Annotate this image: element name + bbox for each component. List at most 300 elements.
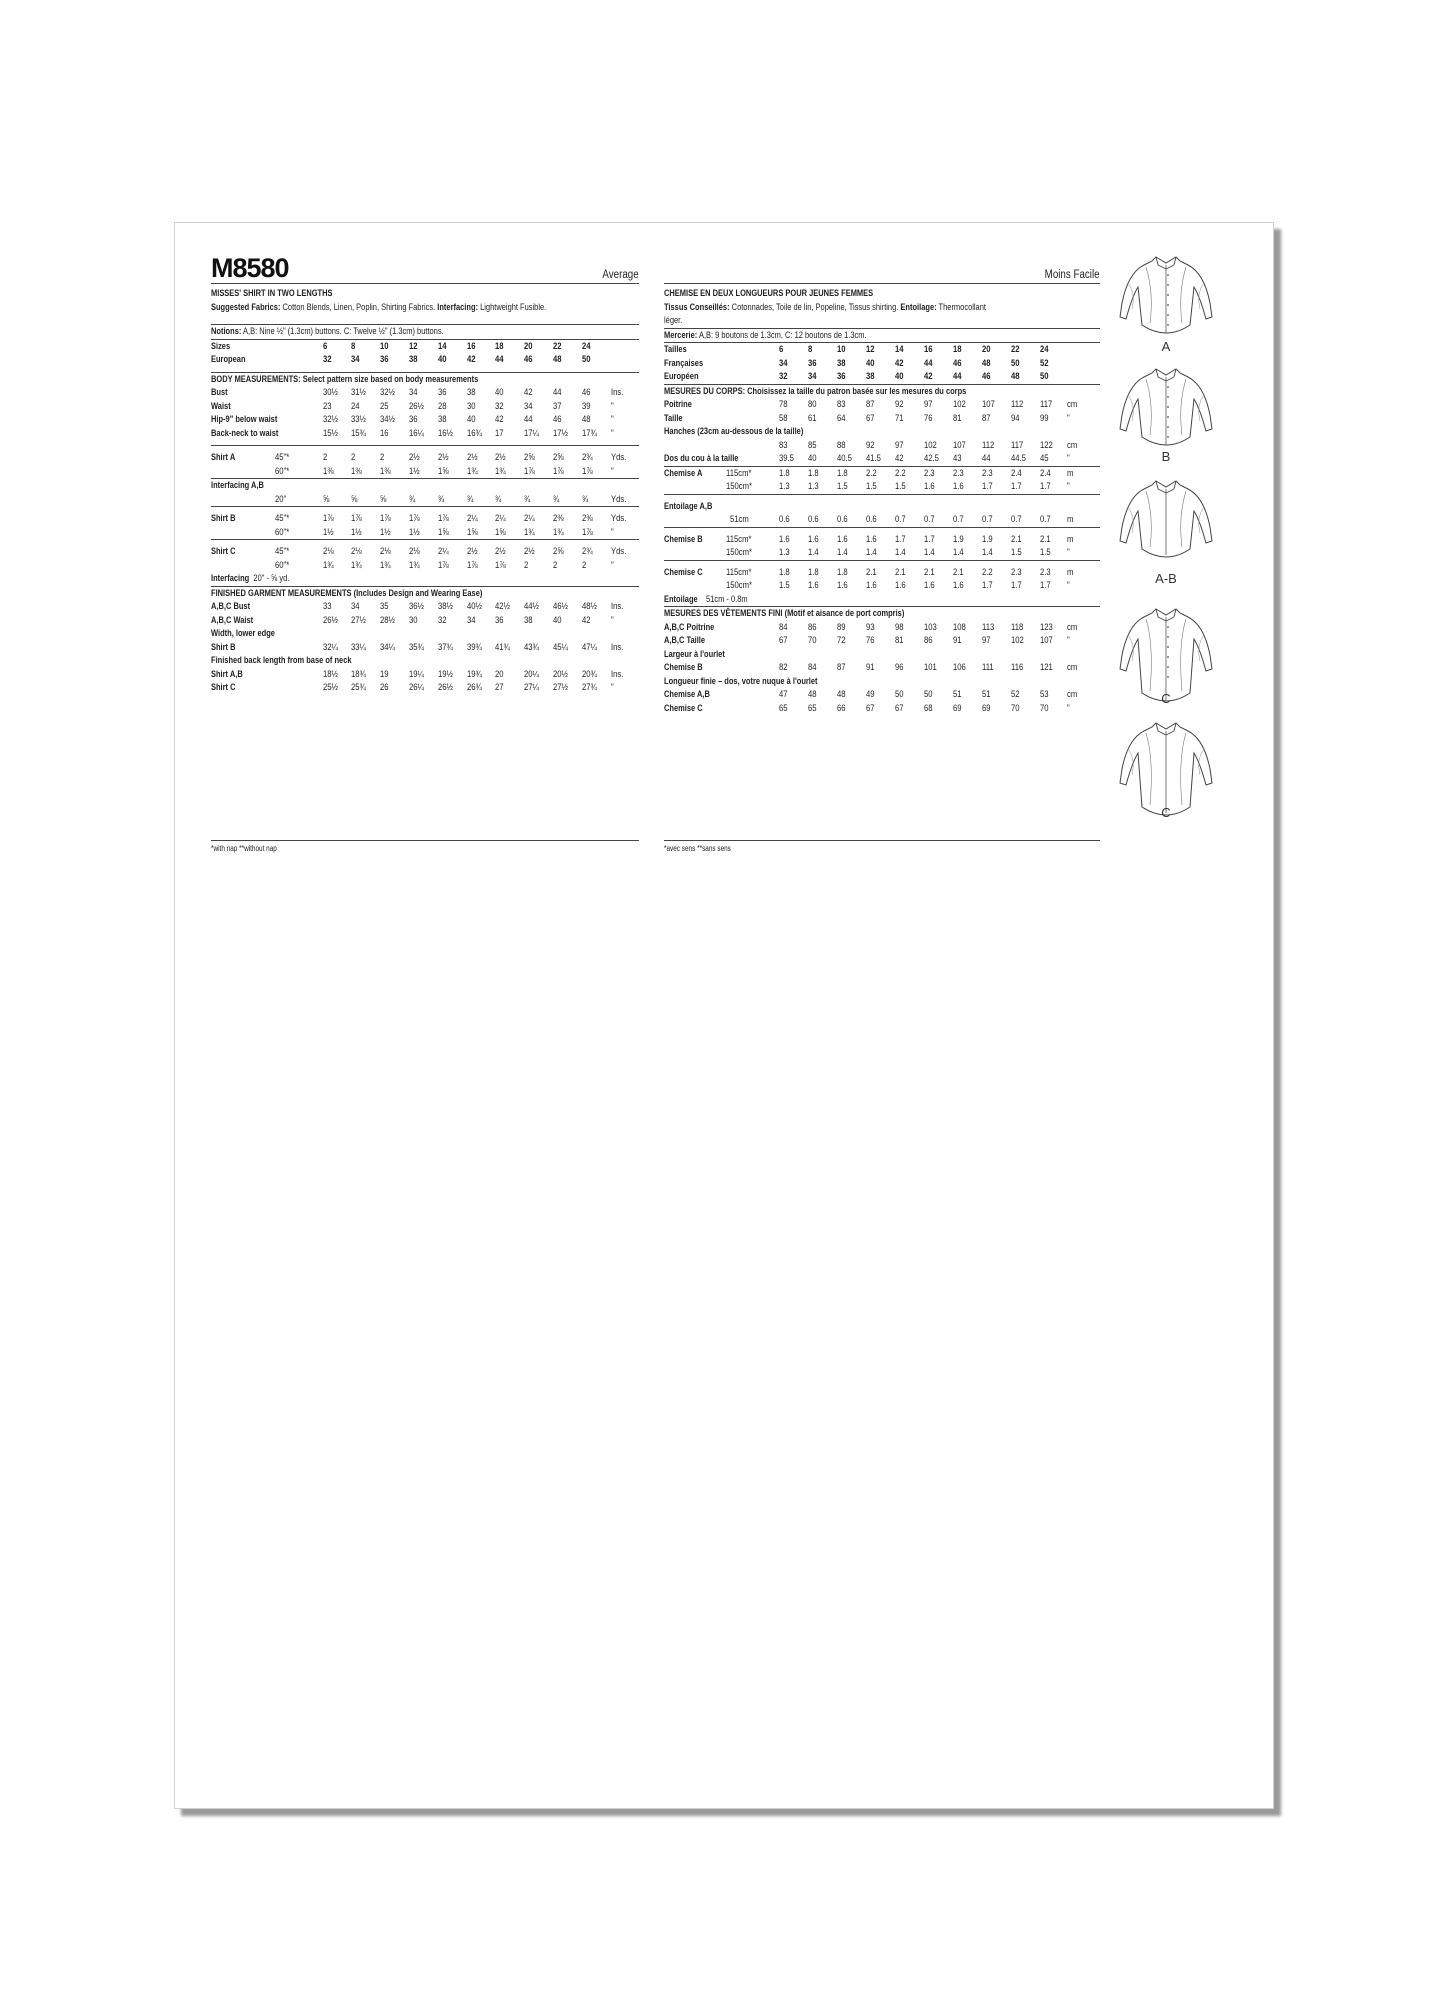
table-cell: ¾ <box>553 493 560 505</box>
table-cell: 92 <box>895 399 904 410</box>
table-cell: 35 <box>380 601 389 612</box>
table-cell: 61 <box>808 412 817 424</box>
table-cell: 1¾ <box>524 526 535 538</box>
hips-label-fr: Hanches (23cm au-dessous de la taille) <box>664 426 804 437</box>
table-cell: 36 <box>808 357 817 369</box>
table-cell: 1.6 <box>866 533 877 545</box>
table-cell: 38 <box>438 414 447 425</box>
table-cell: 97 <box>982 635 991 646</box>
table-cell: 2.1 <box>953 566 964 578</box>
table-cell: 1⅞ <box>409 513 420 524</box>
row-unit: " <box>1067 481 1070 492</box>
table-cell: 12 <box>409 340 418 352</box>
table-cell: 22 <box>1011 344 1020 355</box>
body-measurements-heading: BODY MEASUREMENTS: Select pattern size based on body measurements <box>211 373 479 385</box>
table-cell: 58 <box>779 412 788 424</box>
table-cell: 1.5 <box>895 481 906 492</box>
table-cell: 1.6 <box>837 533 848 545</box>
table-cell: 19 <box>380 668 389 680</box>
table-cell: 20 <box>495 668 504 680</box>
table-cell: 40 <box>438 354 447 365</box>
table-cell: 0.7 <box>895 514 906 525</box>
table-cell: 44.5 <box>1011 453 1026 464</box>
table-cell: 2½ <box>467 546 478 557</box>
table-cell: 48 <box>837 689 846 700</box>
table-cell: 33 <box>323 601 332 612</box>
table-cell: 2.4 <box>1011 467 1022 479</box>
row-width: 45"* <box>275 452 290 463</box>
table-cell: 1⅝ <box>438 526 449 538</box>
table-cell: 1.3 <box>779 481 790 492</box>
table-cell: 44 <box>553 387 562 398</box>
table-cell: 42 <box>582 614 591 626</box>
table-row <box>211 559 639 573</box>
table-cell: 1⅞ <box>582 465 593 477</box>
table-cell: 1.7 <box>982 580 993 591</box>
table-cell: 0.6 <box>808 514 819 525</box>
table-cell: 2⅜ <box>582 513 593 524</box>
table-cell: 30 <box>409 614 418 626</box>
table-cell: 40 <box>895 371 904 382</box>
table-cell: 41.5 <box>866 453 881 464</box>
table-cell: 1⅞ <box>553 465 564 477</box>
table-cell: 20 <box>524 340 533 352</box>
sketch-label: C <box>1161 691 1171 706</box>
entoilage-c-line: Entoilage 51cm - 0.8m <box>664 593 748 605</box>
table-cell: 0.6 <box>779 514 790 525</box>
fabrics-line-fr-2: léger. <box>664 315 683 326</box>
table-row <box>211 386 639 400</box>
table-cell: 32½ <box>380 387 395 398</box>
table-cell: 2¼ <box>467 513 478 524</box>
table-cell: ⅝ <box>380 493 387 505</box>
table-cell: 18 <box>953 344 962 355</box>
table-cell: 1.7 <box>1011 580 1022 591</box>
table-cell: 1¾ <box>351 559 362 571</box>
table-cell: 19½ <box>438 668 453 680</box>
table-row <box>211 493 639 507</box>
row-label: European <box>211 354 246 365</box>
table-cell: 1.6 <box>953 580 964 591</box>
table-cell: 103 <box>924 621 937 633</box>
table-cell: 36 <box>380 354 389 365</box>
table-row <box>664 480 1100 494</box>
table-cell: 38 <box>524 614 533 626</box>
difficulty-label-fr: Moins Facile <box>1045 269 1100 281</box>
row-unit: " <box>1067 702 1070 714</box>
table-cell: 98 <box>895 621 904 633</box>
table-cell: 1.7 <box>924 533 935 545</box>
table-cell: 1.8 <box>837 467 848 479</box>
table-cell: 118 <box>1011 621 1024 633</box>
row-label: Waist <box>211 400 231 412</box>
table-cell: 2.1 <box>924 566 935 578</box>
table-cell: ⅝ <box>351 493 358 505</box>
section-heading: Largeur à l'ourlet <box>664 648 725 660</box>
table-cell: 2½ <box>467 452 478 463</box>
row-width: 150cm* <box>726 547 753 558</box>
table-cell: 107 <box>1040 635 1053 646</box>
table-cell: 25 <box>380 400 389 412</box>
table-cell: 27½ <box>553 682 568 693</box>
row-unit: Ins. <box>611 387 624 398</box>
row-width: 45"* <box>275 546 290 557</box>
table-cell: 1.4 <box>808 547 819 558</box>
table-cell: 33¼ <box>351 641 366 653</box>
interfacing-ab-label: Interfacing A,B <box>211 480 264 491</box>
table-cell: 1.4 <box>866 547 877 558</box>
table-cell: 72 <box>837 635 846 646</box>
table-cell: 44 <box>953 371 962 382</box>
table-cell: ⅝ <box>323 493 330 505</box>
table-cell: 16¼ <box>409 427 424 439</box>
table-cell: 66 <box>837 702 846 714</box>
table-cell: 2½ <box>524 546 535 557</box>
table-cell: 48 <box>553 354 562 365</box>
table-cell: 69 <box>982 702 991 714</box>
table-cell: 80 <box>808 399 817 410</box>
row-unit: " <box>611 414 614 425</box>
table-cell: 45 <box>1040 453 1049 464</box>
table-cell: 2 <box>582 559 587 571</box>
table-cell: 36 <box>438 387 447 398</box>
table-cell: 2¼ <box>524 513 535 524</box>
row-label: Shirt B <box>211 641 236 653</box>
row-label: Shirt C <box>211 546 236 557</box>
table-cell: 2.3 <box>924 467 935 479</box>
table-cell: 71 <box>895 412 904 424</box>
table-cell: 1⅜ <box>351 465 362 477</box>
table-cell: 16 <box>380 427 389 439</box>
row-label: Tailles <box>664 344 687 355</box>
table-cell: 1.8 <box>808 566 819 578</box>
table-cell: 51 <box>982 689 991 700</box>
size-table-fr <box>664 343 1100 384</box>
table-cell: 2.4 <box>1040 467 1051 479</box>
table-cell: 19¾ <box>467 668 482 680</box>
table-cell: 49 <box>866 689 875 700</box>
row-label: Bust <box>211 387 228 398</box>
table-row <box>664 412 1100 426</box>
table-cell: 67 <box>895 702 904 714</box>
table-cell: 48 <box>1011 371 1020 382</box>
table-cell: 2¼ <box>438 546 449 557</box>
table-cell: 2.3 <box>1011 566 1022 578</box>
table-cell: 2⅜ <box>553 513 564 524</box>
table-cell: 1.6 <box>808 533 819 545</box>
table-cell: 1¾ <box>495 465 506 477</box>
table-cell: 23 <box>323 400 332 412</box>
table-cell: 0.7 <box>982 514 993 525</box>
table-cell: 42.5 <box>924 453 939 464</box>
table-cell: 15¾ <box>351 427 366 439</box>
table-cell: 112 <box>982 439 995 451</box>
table-cell: ¾ <box>467 493 474 505</box>
table-cell: 34 <box>808 371 817 382</box>
table-row <box>664 533 1100 547</box>
table-cell: 26 <box>380 682 389 693</box>
table-cell: 42 <box>524 387 533 398</box>
table-cell: 47 <box>779 689 788 700</box>
table-cell: 50 <box>924 689 933 700</box>
garment-title: MISSES' SHIRT IN TWO LENGTHS <box>211 288 333 299</box>
table-cell: 40 <box>808 453 817 464</box>
table-cell: 32¼ <box>323 641 338 653</box>
table-cell: 108 <box>953 621 966 633</box>
table-cell: 117 <box>1040 399 1053 410</box>
table-cell: 46 <box>953 357 962 369</box>
table-cell: 36 <box>495 614 504 626</box>
table-cell: 67 <box>866 702 875 714</box>
table-cell: 2¼ <box>495 513 506 524</box>
table-cell: 34 <box>351 354 360 365</box>
table-cell: 50 <box>895 689 904 700</box>
table-row <box>664 370 1100 384</box>
table-cell: 1.6 <box>953 481 964 492</box>
table-cell: 78 <box>779 399 788 410</box>
table-cell: 1.8 <box>779 467 790 479</box>
table-row <box>664 702 1100 716</box>
table-cell: 34¼ <box>380 641 395 653</box>
table-cell: 36½ <box>409 601 424 612</box>
table-cell: 38 <box>467 387 476 398</box>
table-row <box>664 343 1100 357</box>
table-cell: 88 <box>837 439 846 451</box>
table-cell: 121 <box>1040 662 1053 673</box>
table-cell: 70 <box>1040 702 1049 714</box>
table-cell: 2.3 <box>953 467 964 479</box>
table-cell: 2.3 <box>1040 566 1051 578</box>
table-cell: 107 <box>982 399 995 410</box>
table-cell: 1⅝ <box>467 526 478 538</box>
table-cell: 1⅝ <box>495 526 506 538</box>
section-heading: Finished back length from base of neck <box>211 655 352 666</box>
table-cell: 1.9 <box>982 533 993 545</box>
row-width: 60"* <box>275 526 290 538</box>
row-unit: " <box>611 427 614 439</box>
table-cell: 30 <box>467 400 476 412</box>
table-row <box>664 439 1100 453</box>
table-cell: 68 <box>924 702 933 714</box>
table-cell: 42½ <box>495 601 510 612</box>
row-unit: m <box>1067 514 1074 525</box>
row-label: A,B,C Taille <box>664 635 706 646</box>
table-cell: 76 <box>924 412 933 424</box>
table-cell: 36 <box>409 414 418 425</box>
row-width: 150cm* <box>726 481 753 492</box>
table-cell: 22 <box>553 340 562 352</box>
table-cell: 1.7 <box>895 533 906 545</box>
table-cell: 1.4 <box>895 547 906 558</box>
table-cell: 48 <box>582 414 591 425</box>
table-cell: 43¾ <box>524 641 539 653</box>
table-cell: 2⅝ <box>553 452 564 463</box>
table-cell: 1.4 <box>953 547 964 558</box>
table-cell: 92 <box>866 439 875 451</box>
table-row <box>211 545 639 559</box>
table-cell: 34 <box>779 357 788 369</box>
table-row <box>211 681 639 695</box>
row-unit: Yds. <box>611 546 627 557</box>
table-cell: 8 <box>808 344 813 355</box>
row-unit: Ins. <box>611 641 624 653</box>
table-cell: 40½ <box>467 601 482 612</box>
table-cell: 51 <box>953 689 962 700</box>
table-cell: 18¾ <box>351 668 366 680</box>
notions-line: Notions: A,B: Nine ½" (1.3cm) buttons. C: Twelve ½" (1.3cm) buttons. <box>211 326 444 337</box>
row-unit: Ins. <box>611 668 624 680</box>
row-label: Chemise A <box>664 467 703 479</box>
table-cell: 82 <box>779 662 788 673</box>
sketch-label: B <box>1161 449 1171 464</box>
table-cell: 1.8 <box>779 566 790 578</box>
row-unit: " <box>611 682 614 693</box>
table-cell: 1⅞ <box>323 513 334 524</box>
table-row <box>664 621 1100 635</box>
row-width: 115cm* <box>726 467 752 479</box>
row-label: Chemise C <box>664 702 703 714</box>
row-unit: Yds. <box>611 513 627 524</box>
table-cell: 0.6 <box>866 514 877 525</box>
table-cell: 1⅞ <box>467 559 478 571</box>
row-unit: cm <box>1067 399 1078 410</box>
row-width: 51cm <box>730 514 749 525</box>
body-measurements-table-fr <box>664 398 1100 425</box>
fabrics-line-fr: Tissus Conseillés: Cotonnades, Toile de lin, Popeline, Tissus shirting. Entoilage: Thermocollant <box>664 301 986 313</box>
table-cell: 81 <box>953 412 962 424</box>
table-cell: 40.5 <box>837 453 852 464</box>
row-label: Shirt B <box>211 513 236 524</box>
table-cell: 26½ <box>323 614 338 626</box>
table-cell: 35¾ <box>409 641 424 653</box>
table-cell: 2 <box>553 559 558 571</box>
table-row <box>664 513 1100 527</box>
table-row <box>211 413 639 427</box>
table-cell: 38 <box>409 354 418 365</box>
table-cell: 1⅞ <box>524 465 535 477</box>
table-cell: 50 <box>1040 371 1049 382</box>
table-cell: 45¼ <box>553 641 568 653</box>
table-cell: 1⅞ <box>438 559 449 571</box>
table-cell: 1½ <box>380 526 391 538</box>
sketch-label: C <box>1161 805 1171 820</box>
row-label: Chemise C <box>664 566 703 578</box>
footnote: *with nap **without nap <box>211 844 277 853</box>
table-cell: 2⅛ <box>351 546 362 557</box>
french-header <box>664 259 1100 284</box>
table-cell: 42 <box>895 453 904 464</box>
table-row <box>664 357 1100 371</box>
finished-measurements-table <box>211 600 639 695</box>
row-unit: " <box>1067 412 1070 424</box>
table-cell: 24 <box>1040 344 1049 355</box>
row-unit: Ins. <box>611 601 624 612</box>
table-cell: 2½ <box>495 546 506 557</box>
english-header <box>211 253 639 284</box>
section-heading: Longueur finie – dos, votre nuque à l'ourlet <box>664 675 818 687</box>
table-cell: 97 <box>924 399 933 410</box>
table-cell: 1⅞ <box>438 513 449 524</box>
table-cell: 26¾ <box>467 682 482 693</box>
table-row <box>211 400 639 414</box>
row-unit: m <box>1067 566 1074 578</box>
table-cell: 1½ <box>409 465 420 477</box>
table-cell: 1⅞ <box>582 526 593 538</box>
row-label: Shirt C <box>211 682 236 693</box>
table-cell: 1⅞ <box>495 559 506 571</box>
table-cell: 2⅝ <box>553 546 564 557</box>
table-cell: 52 <box>1040 357 1049 369</box>
table-cell: 46 <box>553 414 562 425</box>
row-width: 20" <box>275 493 287 505</box>
table-cell: 44 <box>982 453 991 464</box>
table-cell: ¾ <box>495 493 502 505</box>
row-unit: " <box>611 614 614 626</box>
table-cell: 102 <box>924 439 937 451</box>
table-cell: 39¾ <box>467 641 482 653</box>
table-cell: 43 <box>953 453 962 464</box>
table-cell: 2½ <box>409 452 420 463</box>
table-cell: 0.7 <box>1040 514 1051 525</box>
entoilage-ab-label: Entoilage A,B <box>664 500 713 512</box>
row-label: Européen <box>664 371 699 382</box>
table-cell: 2⅛ <box>409 546 420 557</box>
table-cell: 1.5 <box>1011 547 1022 558</box>
table-cell: 20¼ <box>524 668 539 680</box>
row-width: 150cm* <box>726 580 753 591</box>
table-cell: 2¾ <box>582 546 593 557</box>
table-cell: 1.8 <box>837 566 848 578</box>
table-cell: 17 <box>495 427 504 439</box>
table-cell: 2⅝ <box>524 452 535 463</box>
table-cell: 27 <box>495 682 504 693</box>
table-cell: 20½ <box>553 668 568 680</box>
table-cell: 1.6 <box>895 580 906 591</box>
size-table <box>211 340 639 367</box>
table-cell: 44 <box>924 357 933 369</box>
table-cell: 97 <box>895 439 904 451</box>
table-cell: 1⅜ <box>323 465 334 477</box>
table-cell: ¾ <box>438 493 445 505</box>
table-cell: 34 <box>524 400 533 412</box>
table-cell: 1.5 <box>779 580 790 591</box>
table-cell: 24 <box>582 340 591 352</box>
footnote-fr: *avec sens **sans sens <box>664 844 731 853</box>
table-row <box>211 614 639 628</box>
table-cell: 1¾ <box>409 559 420 571</box>
row-unit: cm <box>1067 621 1078 633</box>
notions-line-fr: Mercerie: A,B: 9 boutons de 1.3cm. C: 12 boutons de 1.3cm. <box>664 329 867 341</box>
table-row <box>211 465 639 479</box>
table-row <box>664 634 1100 648</box>
table-cell: 1⅜ <box>380 465 391 477</box>
table-cell: 27½ <box>351 614 366 626</box>
row-label: Taille <box>664 412 683 424</box>
table-cell: 76 <box>866 635 875 646</box>
table-cell: 10 <box>837 344 846 355</box>
table-cell: 106 <box>953 662 966 673</box>
table-cell: 1⅞ <box>380 513 391 524</box>
table-cell: 117 <box>1011 439 1024 451</box>
table-cell: 122 <box>1040 439 1053 451</box>
table-cell: 27¼ <box>524 682 539 693</box>
table-cell: 1.7 <box>1040 481 1051 492</box>
table-cell: 16½ <box>438 427 453 439</box>
table-cell: 32½ <box>323 414 338 425</box>
table-cell: 2.1 <box>1011 533 1022 545</box>
row-label: Chemise A,B <box>664 689 710 700</box>
table-cell: 1.7 <box>1011 481 1022 492</box>
